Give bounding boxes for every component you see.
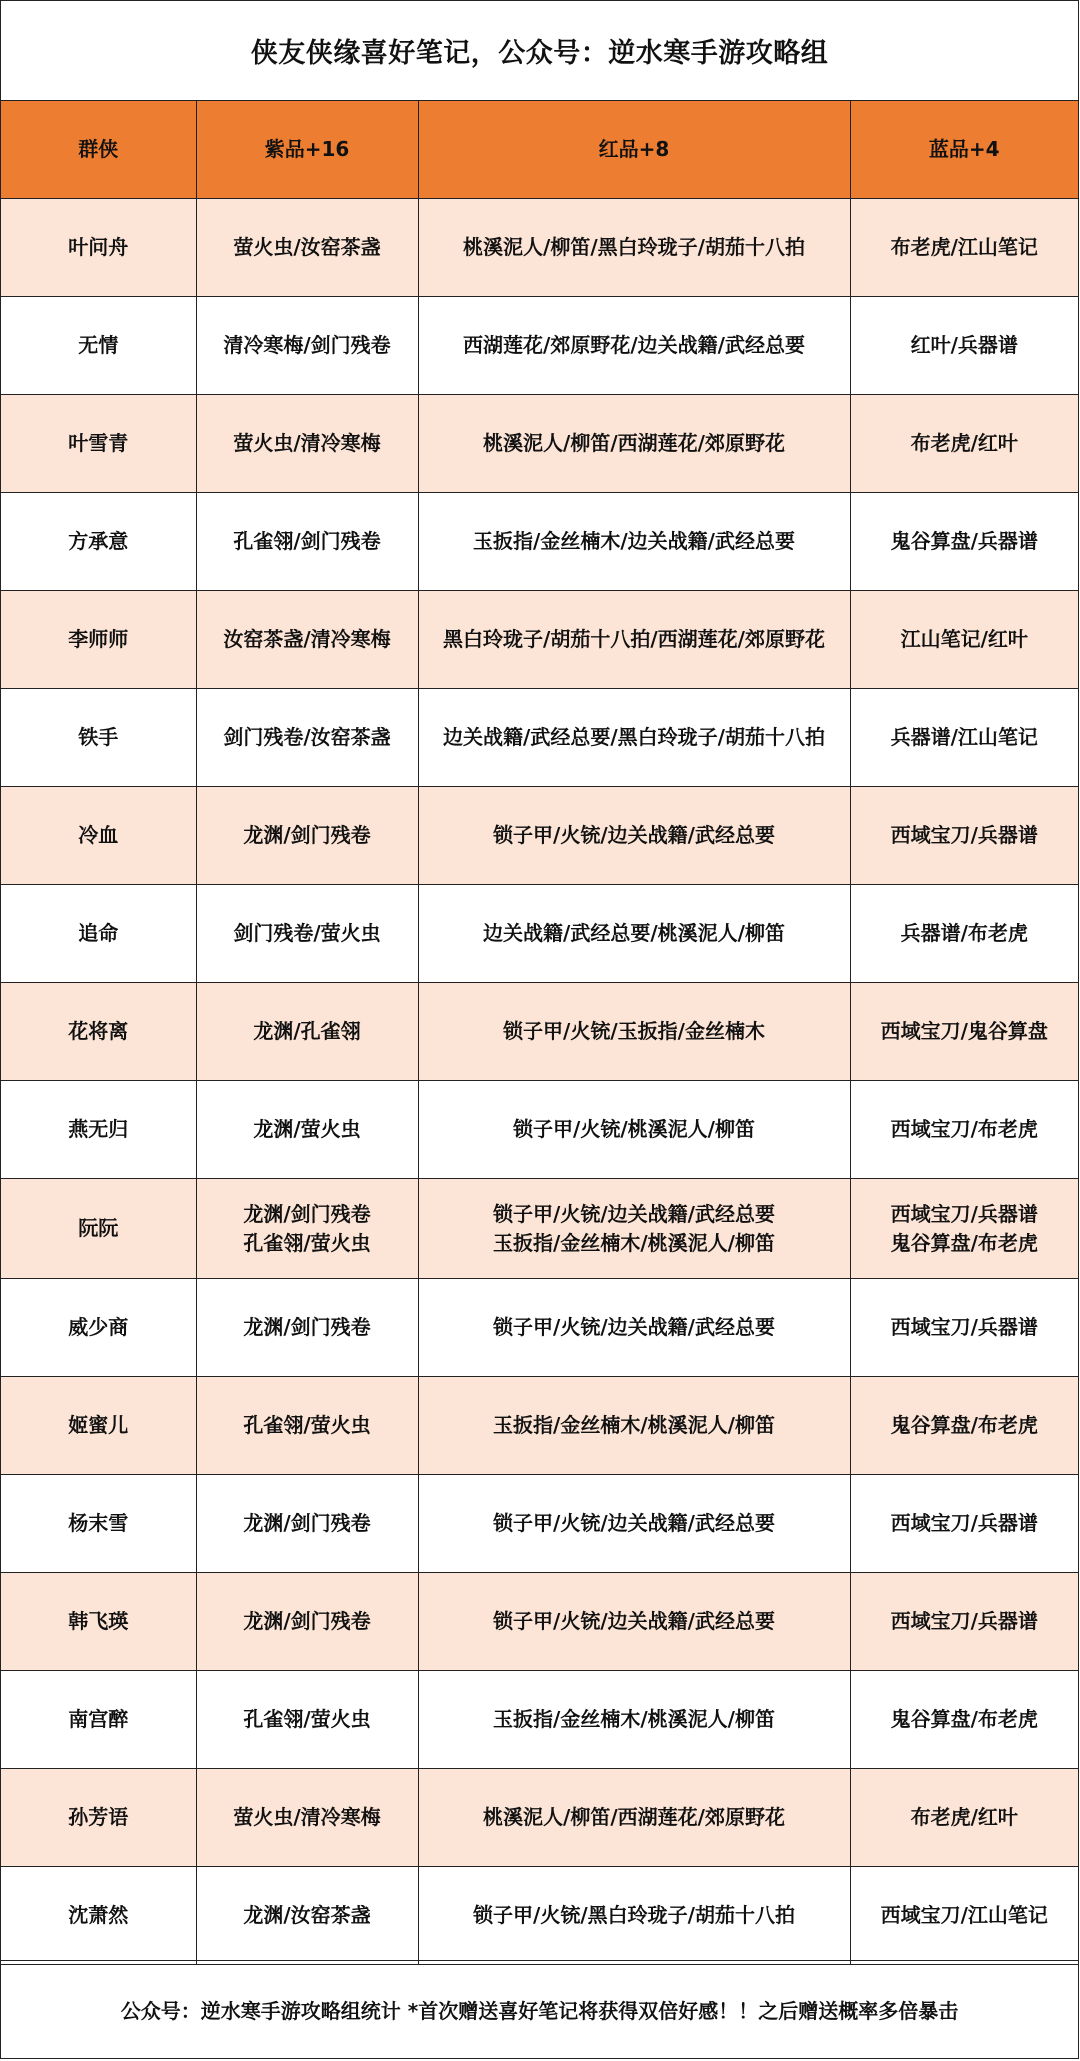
gift-line: 红叶/兵器谱: [910, 333, 1018, 357]
blue-gifts: [850, 1475, 1078, 1573]
header-purple: 紫品+16: [196, 101, 418, 199]
blue-gifts: [850, 787, 1078, 885]
purple-gifts: [196, 787, 418, 885]
red-gifts: [418, 983, 850, 1081]
gift-line: 桃溪泥人/柳笛/西湖莲花/郊原野花: [483, 1805, 785, 1829]
character-name: 花将离: [1, 983, 196, 1081]
red-gifts: [418, 297, 850, 395]
character-name: 威少商: [1, 1279, 196, 1377]
blue-gifts: [850, 1769, 1078, 1867]
table-row: [1, 1377, 1078, 1475]
table-header-row: [1, 101, 1078, 199]
gift-line: 西域宝刀/鬼谷算盘: [880, 1019, 1048, 1043]
header-blue: 蓝品+4: [850, 101, 1078, 199]
blue-gifts: [850, 689, 1078, 787]
table-row: [1, 1769, 1078, 1867]
gift-line: 剑门残卷/萤火虫: [233, 921, 381, 945]
character-name: 追命: [1, 885, 196, 983]
red-gifts: [418, 1769, 850, 1867]
footer-note: 公众号：逆水寒手游攻略组统计 *首次赠送喜好笔记将获得双倍好感！！之后赠送概率多倍暴击: [1, 1960, 1078, 2058]
table-row: [1, 493, 1078, 591]
purple-gifts: [196, 199, 418, 297]
gift-line: 江山笔记/红叶: [900, 627, 1028, 651]
gift-line: 汝窑茶盏/清冷寒梅: [223, 627, 391, 651]
purple-gifts: [196, 395, 418, 493]
purple-gifts: [196, 689, 418, 787]
table-row: [1, 1573, 1078, 1671]
blue-gifts: [850, 591, 1078, 689]
gift-line: 西域宝刀/布老虎: [890, 1117, 1038, 1141]
blue-gifts: [850, 199, 1078, 297]
gift-line: 玉扳指/金丝楠木/桃溪泥人/柳笛: [493, 1230, 775, 1255]
red-gifts: [418, 787, 850, 885]
gift-line: 玉扳指/金丝楠木/边关战籍/武经总要: [473, 529, 795, 553]
red-gifts: [418, 885, 850, 983]
purple-gifts: [196, 885, 418, 983]
blue-gifts: [850, 1179, 1078, 1279]
red-gifts: [418, 1671, 850, 1769]
character-name: 韩飞瑛: [1, 1573, 196, 1671]
gift-line: 龙渊/剑门残卷: [243, 823, 371, 847]
purple-gifts: [196, 1279, 418, 1377]
gift-table: [1, 101, 1078, 1965]
gift-line: 龙渊/孔雀翎: [253, 1019, 361, 1043]
blue-gifts: [850, 885, 1078, 983]
table-row: [1, 395, 1078, 493]
gift-line: 锁子甲/火铳/边关战籍/武经总要: [493, 823, 775, 847]
gift-line: 西域宝刀/兵器谱: [890, 1315, 1038, 1339]
purple-gifts: [196, 1377, 418, 1475]
gift-line: 锁子甲/火铳/边关战籍/武经总要: [493, 1201, 775, 1226]
red-gifts: [418, 1279, 850, 1377]
purple-gifts: [196, 1867, 418, 1965]
gift-line: 孔雀翎/萤火虫: [243, 1707, 371, 1731]
gift-line: 龙渊/汝窑茶盏: [243, 1903, 371, 1927]
gift-line: 龙渊/剑门残卷: [243, 1609, 371, 1633]
gift-line: 西域宝刀/兵器谱: [890, 1201, 1038, 1226]
blue-gifts: [850, 1671, 1078, 1769]
gift-line: 鬼谷算盘/布老虎: [890, 1707, 1038, 1731]
gift-line: 兵器谱/布老虎: [900, 921, 1028, 945]
gift-line: 西域宝刀/兵器谱: [890, 1511, 1038, 1535]
table-row: [1, 1179, 1078, 1279]
gift-line: 萤火虫/清冷寒梅: [233, 1805, 381, 1829]
character-name: 无情: [1, 297, 196, 395]
blue-gifts: [850, 983, 1078, 1081]
gift-line: 鬼谷算盘/兵器谱: [890, 529, 1038, 553]
gift-line: 萤火虫/清冷寒梅: [233, 431, 381, 455]
gift-line: 剑门残卷/汝窑茶盏: [223, 725, 391, 749]
table-row: [1, 885, 1078, 983]
table-body: [1, 199, 1078, 1965]
purple-gifts: [196, 1671, 418, 1769]
red-gifts: [418, 689, 850, 787]
gift-line: 兵器谱/江山笔记: [890, 725, 1038, 749]
gift-line: 龙渊/剑门残卷: [243, 1315, 371, 1339]
character-name: 燕无归: [1, 1081, 196, 1179]
purple-gifts: [196, 1179, 418, 1279]
character-name: 阮阮: [1, 1179, 196, 1279]
table-row: [1, 983, 1078, 1081]
purple-gifts: [196, 1475, 418, 1573]
table-row: [1, 1671, 1078, 1769]
red-gifts: [418, 199, 850, 297]
gift-line: 锁子甲/火铳/边关战籍/武经总要: [493, 1315, 775, 1339]
gift-line: 龙渊/剑门残卷: [243, 1511, 371, 1535]
blue-gifts: [850, 297, 1078, 395]
red-gifts: [418, 1573, 850, 1671]
gift-line: 玉扳指/金丝楠木/桃溪泥人/柳笛: [493, 1413, 775, 1437]
red-gifts: [418, 1867, 850, 1965]
gift-line: 锁子甲/火铳/玉扳指/金丝楠木: [503, 1019, 765, 1043]
purple-gifts: [196, 493, 418, 591]
red-gifts: [418, 1179, 850, 1279]
table-row: [1, 1867, 1078, 1965]
purple-gifts: [196, 1769, 418, 1867]
blue-gifts: [850, 1081, 1078, 1179]
gift-line: 孔雀翎/萤火虫: [243, 1413, 371, 1437]
gift-line: 桃溪泥人/柳笛/西湖莲花/郊原野花: [483, 431, 785, 455]
gift-line: 孔雀翎/萤火虫: [243, 1230, 371, 1255]
purple-gifts: [196, 297, 418, 395]
red-gifts: [418, 591, 850, 689]
gift-line: 龙渊/剑门残卷: [243, 1201, 371, 1226]
gift-line: 萤火虫/汝窑茶盏: [233, 235, 381, 259]
gift-line: 布老虎/红叶: [910, 1805, 1018, 1829]
blue-gifts: [850, 493, 1078, 591]
gift-line: 西湖莲花/郊原野花/边关战籍/武经总要: [463, 333, 805, 357]
gift-line: 西域宝刀/兵器谱: [890, 1609, 1038, 1633]
gift-line: 锁子甲/火铳/桃溪泥人/柳笛: [513, 1117, 755, 1141]
gift-line: 西域宝刀/兵器谱: [890, 823, 1038, 847]
gift-line: 玉扳指/金丝楠木/桃溪泥人/柳笛: [493, 1707, 775, 1731]
header-character: 群侠: [1, 101, 196, 199]
table-row: [1, 1475, 1078, 1573]
table-row: [1, 591, 1078, 689]
page-title: 侠友侠缘喜好笔记，公众号：逆水寒手游攻略组: [1, 1, 1078, 101]
purple-gifts: [196, 591, 418, 689]
character-name: 方承意: [1, 493, 196, 591]
blue-gifts: [850, 1573, 1078, 1671]
gift-line: 龙渊/萤火虫: [253, 1117, 361, 1141]
blue-gifts: [850, 1279, 1078, 1377]
purple-gifts: [196, 1081, 418, 1179]
red-gifts: [418, 1081, 850, 1179]
character-name: 叶问舟: [1, 199, 196, 297]
gift-line: 布老虎/江山笔记: [890, 235, 1038, 259]
purple-gifts: [196, 1573, 418, 1671]
character-name: 铁手: [1, 689, 196, 787]
gift-line: 孔雀翎/剑门残卷: [233, 529, 381, 553]
blue-gifts: [850, 1867, 1078, 1965]
table-row: [1, 689, 1078, 787]
table-row: [1, 1279, 1078, 1377]
red-gifts: [418, 1377, 850, 1475]
character-name: 杨末雪: [1, 1475, 196, 1573]
character-name: 冷血: [1, 787, 196, 885]
gift-line: 清冷寒梅/剑门残卷: [223, 333, 391, 357]
red-gifts: [418, 493, 850, 591]
red-gifts: [418, 395, 850, 493]
gift-line: 锁子甲/火铳/边关战籍/武经总要: [493, 1609, 775, 1633]
gift-line: 西域宝刀/江山笔记: [880, 1903, 1048, 1927]
blue-gifts: [850, 395, 1078, 493]
blue-gifts: [850, 1377, 1078, 1475]
character-name: 李师师: [1, 591, 196, 689]
character-name: 姬蜜儿: [1, 1377, 196, 1475]
gift-line: 锁子甲/火铳/黑白玲珑子/胡茄十八拍: [473, 1903, 795, 1927]
gift-line: 鬼谷算盘/布老虎: [890, 1413, 1038, 1437]
character-name: 叶雪青: [1, 395, 196, 493]
purple-gifts: [196, 983, 418, 1081]
table-row: [1, 787, 1078, 885]
gift-line: 鬼谷算盘/布老虎: [890, 1230, 1038, 1255]
header-red: 红品+8: [418, 101, 850, 199]
table-row: [1, 199, 1078, 297]
table-row: [1, 297, 1078, 395]
gift-line: 桃溪泥人/柳笛/黑白玲珑子/胡茄十八拍: [463, 235, 805, 259]
table-row: [1, 1081, 1078, 1179]
gift-line: 黑白玲珑子/胡茄十八拍/西湖莲花/郊原野花: [443, 627, 825, 651]
character-name: 沈萧然: [1, 1867, 196, 1965]
gift-line: 边关战籍/武经总要/黑白玲珑子/胡茄十八拍: [443, 725, 825, 749]
gift-line: 边关战籍/武经总要/桃溪泥人/柳笛: [483, 921, 785, 945]
gift-line: 布老虎/红叶: [910, 431, 1018, 455]
red-gifts: [418, 1475, 850, 1573]
gift-line: 锁子甲/火铳/边关战籍/武经总要: [493, 1511, 775, 1535]
character-name: 孙芳语: [1, 1769, 196, 1867]
character-name: 南宫醉: [1, 1671, 196, 1769]
